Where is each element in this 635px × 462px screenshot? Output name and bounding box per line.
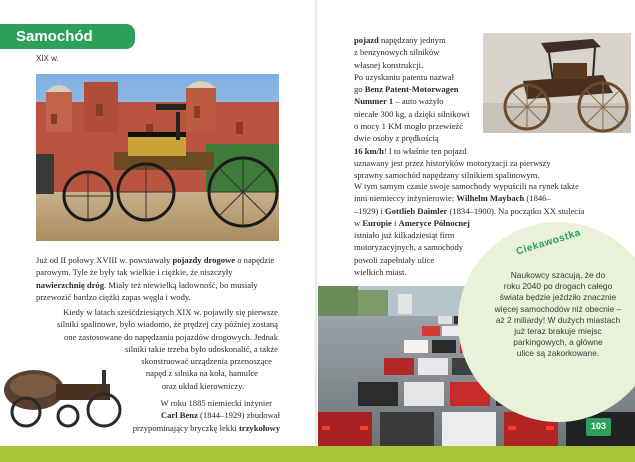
bottom-band bbox=[0, 446, 635, 462]
fun-fact-text: Naukowcy szacują, że do roku 2040 po drogach całego świata będzie jeździło znacznie więcej samochodów niż obecnie – aż 2 miliardy! W dużych miastach już teraz brakuje miejsc parkingowych, a główne ulice są zakorkowane. bbox=[494, 270, 622, 359]
page-number: 103 bbox=[590, 421, 607, 431]
benz-motorwagen-photo bbox=[36, 74, 279, 241]
engine-paragraph: Kiedy w latach sześćdziesiątych XIX w. pojawiły się pierwsze silniki spalinowe, było wiadomo, że prędzej czy później zostaną one zastosowane do napędzania pojazdów drogowych. Jednak silniki takie trzeba było udoskonalić, a także skonstruować urządzenia przenoszące napęd z silnika na koła, hamulce oraz układ kierowniczy. bbox=[57, 307, 278, 391]
makers-paragraph: W tym samym czasie swoje samochody wypuścili na rynek także inni niemieccy inżynierowie: Wilhelm Maybach (1846– –1929) i Gottlieb Daimler (1834–1900). Na początku XX stulecia w Europie i Ameryce Północnej istniało już kilkadziesiąt firm motoryzacyjnych, a samochody powoli zapełniały ulice wielkich miast. bbox=[354, 181, 585, 278]
intro-paragraph: Już od II połowy XVIII w. powstawały pojazdy drogowe o napędzie parowym. Tyle że były tak wielkie i ciężkie, że niszczyły nawierzchnię dróg. Miały też niewielką ładowność, bo musiały przewozić bardzo ciężki zapas węgla i wody. bbox=[36, 255, 275, 302]
century-label: XIX w. bbox=[36, 54, 59, 63]
motorwagen-paragraph: pojazd napędzany jednym z benzynowych silników własnej konstrukcji. Po uzyskaniu patentu nazwał go Benz Patent-Motorwagen Nummer 1 – auto ważyło niecałe 300 kg, a dzięki silnikowi o mocy 1 KM mogło przewieźć dwie osoby z prędkością 16 km/h! I to właśnie ten pojazd uznawany jest przez historyków motoryzacji za pierwszy sprawny samochód napędzany silnikiem spalinowym. bbox=[354, 35, 551, 181]
benz-paragraph: W roku 1885 niemiecki inżynier Carl Benz (1844–1929) zbudował przypominający bryczkę lekki trzykołowy bbox=[132, 398, 280, 433]
page-title: Samochód bbox=[16, 28, 93, 45]
fun-fact-title: Ciekawostka bbox=[514, 227, 583, 258]
